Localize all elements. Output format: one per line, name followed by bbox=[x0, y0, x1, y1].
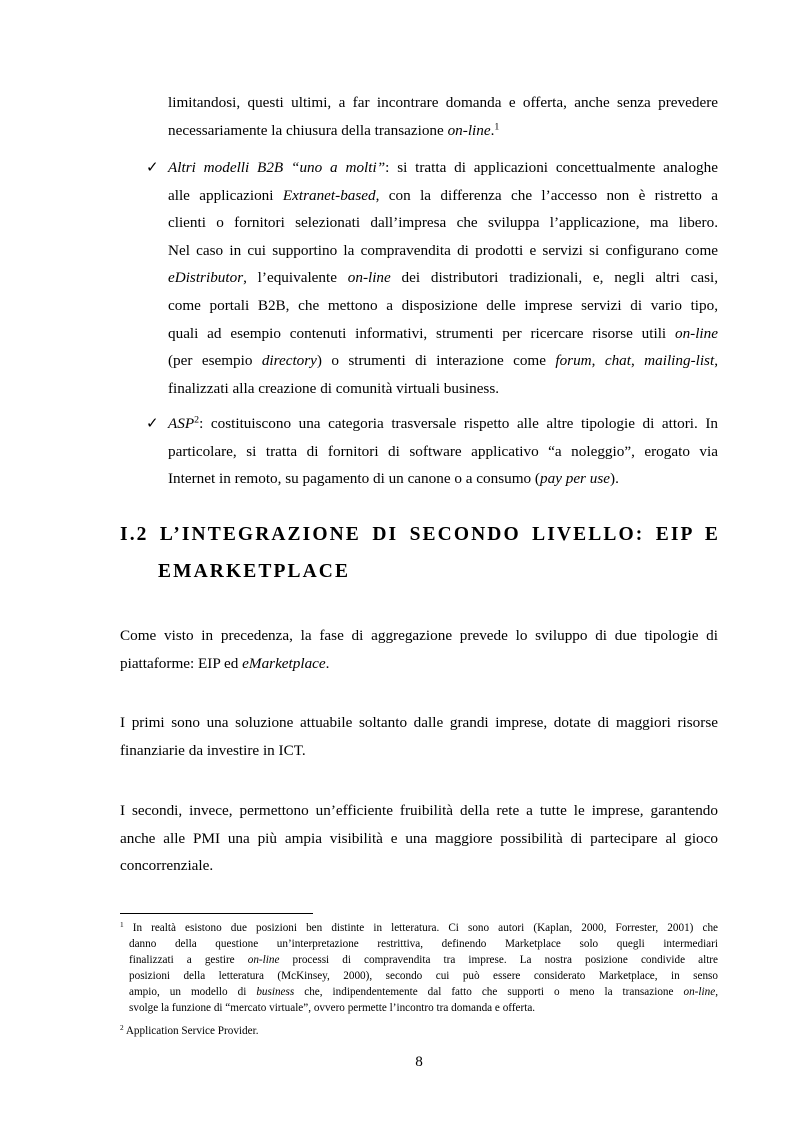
footnote-ref-2[interactable]: 2 bbox=[194, 414, 200, 426]
section-heading-line: EMARKETPLACE bbox=[158, 561, 351, 582]
text-line: svolge la funzione di “mercato virtuale”, ovvero permette l’incontro tra domanda e offerta. bbox=[129, 1001, 536, 1014]
text-line: piattaforme: EIP ed eMarketplace. bbox=[120, 654, 330, 672]
bullet-text bbox=[168, 410, 718, 493]
body-paragraph bbox=[120, 622, 718, 677]
text-line: concorrenziale. bbox=[120, 857, 214, 875]
body-paragraph bbox=[120, 797, 718, 880]
text-line: I primi sono una soluzione attuabile soltanto dalle grandi imprese, dotate di maggiori risorse bbox=[120, 714, 718, 731]
text-line: finalizzati a gestire on-line processi di compravendita tra imprese. La nostra posizione condivide altre bbox=[129, 953, 718, 966]
page-number: 8 bbox=[415, 1053, 423, 1070]
text-line: necessariamente la chiusura della transazione on-line.$^1$ bbox=[168, 121, 500, 139]
text-line: $^2$ Application Service Provider. bbox=[120, 1024, 259, 1037]
text-line: eDistributor, l’equivalente on-line dei distributori tradizionali, e, negli altri casi, bbox=[168, 269, 719, 287]
text-line: I secondi, invece, permettono un’efficiente fruibilità della rete a tutte le imprese, garantendo bbox=[120, 802, 718, 819]
text-line: ASP$^2$: costituiscono una categoria trasversale rispetto alle altre tipologie di attori. In bbox=[168, 414, 718, 432]
text-line: limitandosi, questi ultimi, a far incontrare domanda e offerta, anche senza prevedere bbox=[168, 94, 718, 111]
bullet-item-b2b-one-to-many bbox=[146, 154, 718, 402]
text-line: $^1$ In realtà esistono due posizioni ben distinte in letteratura. Ci sono autori (Kaplan, 2000, Forrester, 2001) che bbox=[120, 921, 718, 934]
footnote-separator bbox=[120, 913, 313, 914]
text-line: come portali B2B, che mettono a disposizione delle imprese servizi di vario tipo, bbox=[168, 296, 718, 314]
bullet-text bbox=[168, 154, 718, 402]
footnote-2 bbox=[120, 1024, 718, 1040]
checkmark-icon: ✓ bbox=[146, 159, 159, 176]
text-line: clienti o fornitori selezionati dall’impresa che sviluppa l’applicazione, ma libero. bbox=[168, 214, 718, 232]
text-line: quali ad esempio contenuti informativi, strumenti per ricercare risorse utili on-line bbox=[168, 324, 718, 342]
text-line: Altri modelli B2B “uno a molti”: si tratta di applicazioni concettualmente analoghe bbox=[168, 159, 718, 176]
text-line: (per esempio directory) o strumenti di interazione come forum, chat, mailing-list, bbox=[168, 352, 718, 370]
text-line: anche alle PMI una più ampia visibilità e una maggiore possibilità di partecipare al gioco bbox=[120, 829, 718, 847]
text-line: posizioni della letteratura (McKinsey, 2000), secondo cui può essere considerato Marketplace, in senso bbox=[129, 969, 718, 982]
bullet-item-asp bbox=[146, 410, 718, 493]
continuation-paragraph bbox=[168, 89, 718, 144]
text-line: Internet in remoto, su pagamento di un canone o a consumo (pay per use). bbox=[168, 470, 619, 488]
text-line: finalizzati alla creazione di comunità virtuali business. bbox=[168, 379, 500, 397]
text-line: Come visto in precedenza, la fase di aggregazione prevede lo sviluppo di due tipologie di bbox=[120, 627, 718, 644]
section-heading bbox=[120, 516, 720, 590]
footnote-ref-1[interactable]: 1 bbox=[494, 121, 500, 133]
footnote-1 bbox=[120, 921, 718, 1016]
section-heading-line: I.2 L’INTEGRAZIONE DI SECONDO LIVELLO: EIP E bbox=[120, 524, 720, 545]
text-line: danno della questione un’interpretazione restrittiva, definendo Marketplace solo quegli intermediari bbox=[129, 937, 718, 950]
body-paragraph bbox=[120, 709, 718, 764]
text-line: Nel caso in cui supportino la compravendita di prodotti e servizi si configurano come bbox=[168, 241, 718, 259]
text-line: ampio, un modello di business che, indipendentemente dal fatto che supporti o meno la transazione on-line, bbox=[129, 985, 718, 998]
text-line: particolare, si tratta di fornitori di software applicativo “a noleggio”, erogato via bbox=[168, 442, 718, 460]
text-line: alle applicazioni Extranet-based, con la differenza che l’accesso non è ristretto a bbox=[168, 186, 718, 204]
checkmark-icon: ✓ bbox=[146, 415, 159, 432]
text-line: finanziarie da investire in ICT. bbox=[120, 741, 306, 759]
